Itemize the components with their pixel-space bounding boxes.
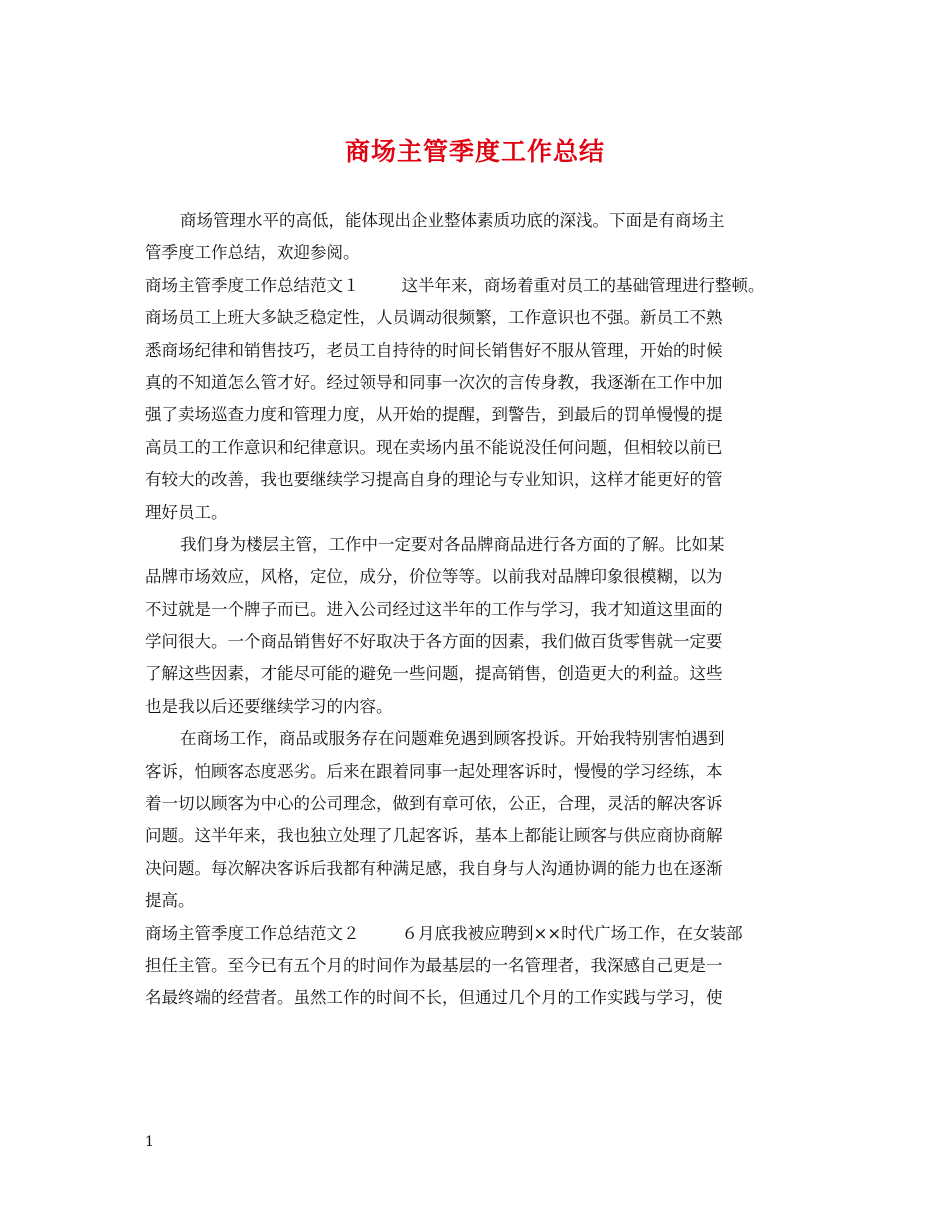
text-line bbox=[145, 497, 815, 529]
line-text: 提高。 bbox=[145, 891, 195, 911]
page-number: 1 bbox=[145, 1134, 154, 1150]
text-line bbox=[145, 561, 815, 593]
line-text: 在商场工作，商品或服务存在问题难免遇到顾客投诉。开始我特别害怕遇到 bbox=[180, 729, 725, 749]
text-line bbox=[145, 788, 815, 820]
line-text: ６月底我被应聘到××时代广场工作，在女装部 bbox=[401, 923, 743, 943]
text-line bbox=[145, 205, 815, 237]
text-line bbox=[145, 723, 815, 755]
line-text: 有较大的改善，我也要继续学习提高自身的理论与专业知识，这样才能更好的管 bbox=[145, 470, 723, 490]
line-text: 客诉，怕顾客态度恶劣。后来在跟着同事一起处理客诉时，慢慢的学习经练，本 bbox=[145, 761, 723, 781]
text-line bbox=[145, 982, 815, 1014]
line-text: 商场管理水平的高低，能体现出企业整体素质功底的深浅。下面是有商场主 bbox=[180, 211, 725, 230]
line-text: 不过就是一个牌子而已。进入公司经过这半年的工作与学习，我才知道这里面的 bbox=[145, 599, 723, 619]
line-text: 理好员工。 bbox=[145, 502, 228, 522]
text-line bbox=[145, 594, 815, 626]
line-text: 强了卖场巡查力度和管理力度，从开始的提醒，到警告，到最后的罚单慢慢的提 bbox=[145, 405, 723, 425]
text-line bbox=[145, 691, 815, 723]
line-text: 决问题。每次解决客诉后我都有种满足感，我自身与人沟通协调的能力也在逐渐 bbox=[145, 858, 723, 878]
text-line bbox=[145, 237, 815, 269]
line-text: 也是我以后还要继续学习的内容。 bbox=[145, 696, 393, 716]
line-text: 管季度工作总结，欢迎参阅。 bbox=[145, 243, 360, 263]
line-text: 悉商场纪律和销售技巧，老员工自持待的时间长销售好不服从管理，开始的时候 bbox=[145, 340, 723, 360]
line-text: 名最终端的经营者。虽然工作的时间不长，但通过几个月的工作实践与学习，使 bbox=[145, 988, 723, 1008]
line-text: 问题。这半年来，我也独立处理了几起客诉，基本上都能让顾客与供应商协商解 bbox=[145, 826, 723, 846]
line-text: 高员工的工作意识和纪律意识。现在卖场内虽不能说没任何问题，但相较以前已 bbox=[145, 437, 723, 457]
text-line bbox=[145, 302, 815, 334]
line-text: 品牌市场效应，风格，定位，成分，价位等等。以前我对品牌印象很模糊，以为 bbox=[145, 567, 723, 587]
text-line bbox=[145, 885, 815, 917]
line-text: 真的不知道怎么管才好。经过领导和同事一次次的言传身教，我逐渐在工作中加 bbox=[145, 372, 723, 392]
line-text: 担任主管。至今已有五个月的时间作为最基层的一名管理者，我深感自己更是一 bbox=[145, 955, 723, 975]
text-line bbox=[145, 853, 815, 885]
text-line bbox=[145, 335, 815, 367]
text-line bbox=[145, 918, 815, 950]
text-line bbox=[145, 270, 815, 302]
section-heading: 商场主管季度工作总结范文２ bbox=[145, 923, 360, 943]
document-title: 商场主管季度工作总结 bbox=[344, 137, 605, 166]
line-text: 着一切以顾客为中心的公司理念，做到有章可依，公正，合理，灵活的解决客诉 bbox=[145, 794, 723, 814]
line-text: 商场员工上班大多缺乏稳定性，人员调动很频繁，工作意识也不强。新员工不熟 bbox=[145, 308, 723, 328]
text-line bbox=[145, 820, 815, 852]
text-line bbox=[145, 626, 815, 658]
line-text: 这半年来，商场着重对员工的基础管理进行整顿。 bbox=[401, 275, 765, 295]
text-line bbox=[145, 432, 815, 464]
text-line bbox=[145, 658, 815, 690]
text-line bbox=[145, 950, 815, 982]
line-text: 学问很大。一个商品销售好不好取决于各方面的因素，我们做百货零售就一定要 bbox=[145, 632, 723, 652]
line-text: 了解这些因素，才能尽可能的避免一些问题，提高销售，创造更大的利益。这些 bbox=[145, 664, 723, 684]
text-line bbox=[145, 399, 815, 431]
text-line bbox=[145, 529, 815, 561]
line-text: 我们身为楼层主管，工作中一定要对各品牌商品进行各方面的了解。比如某 bbox=[180, 534, 725, 554]
section-heading: 商场主管季度工作总结范文１ bbox=[145, 275, 360, 295]
text-line bbox=[145, 756, 815, 788]
text-line bbox=[145, 367, 815, 399]
document-body bbox=[145, 205, 815, 1015]
text-line bbox=[145, 464, 815, 496]
